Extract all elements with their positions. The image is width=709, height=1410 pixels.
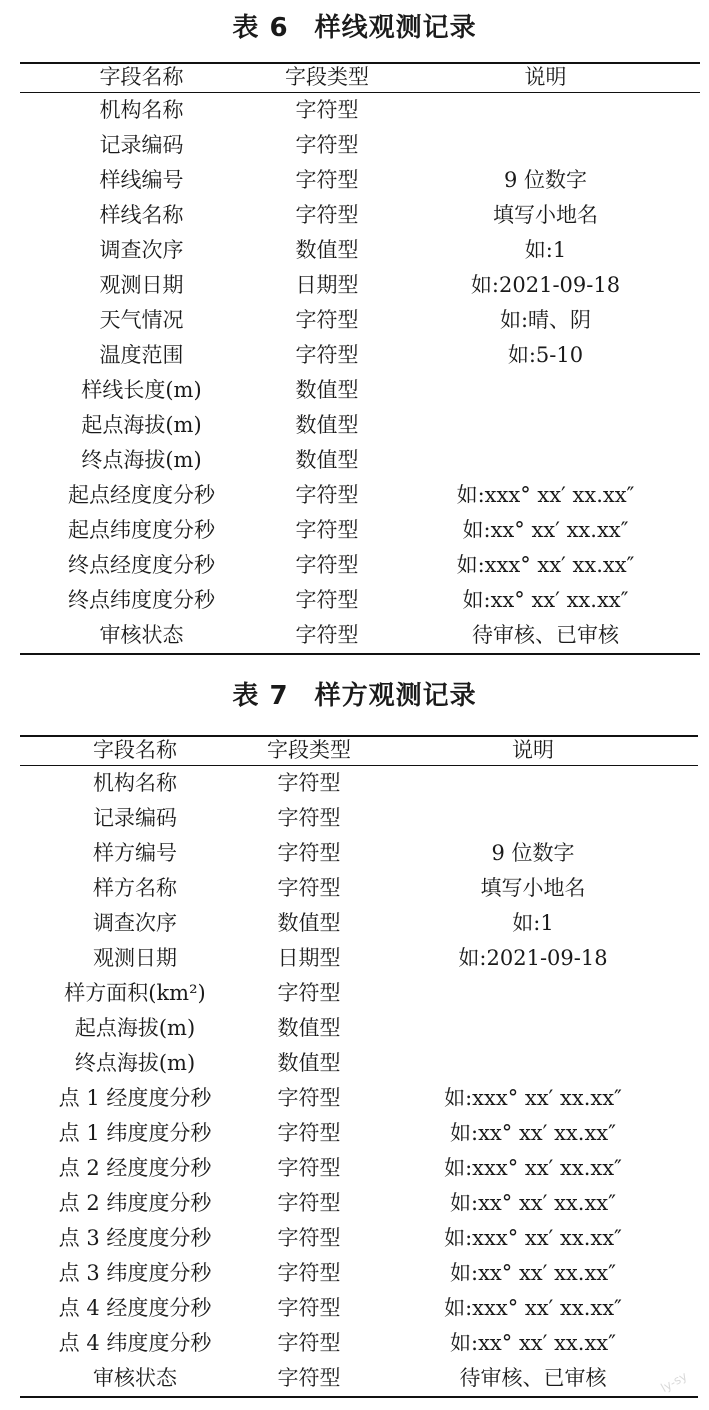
description-cell: 如:xx° xx′ xx.xx″ [462, 517, 629, 542]
description-cell: 填写小地名 [493, 202, 598, 227]
table-6-title-text: 样线观测记录 [314, 13, 477, 43]
table-row [20, 1256, 698, 1291]
description-cell: 如:xxx° xx′ xx.xx″ [444, 1295, 622, 1320]
description-cell: 如:xxx° xx′ xx.xx″ [456, 552, 635, 577]
table-row [20, 1221, 698, 1256]
description-cell: 如:2021-09-18 [470, 272, 621, 297]
field-type-cell: 字符型 [277, 1085, 341, 1110]
table-row [20, 1116, 698, 1151]
field-type-cell: 字符型 [277, 840, 341, 865]
field-type-cell: 数值型 [295, 237, 359, 262]
field-name-cell: 起点海拔(m) [81, 412, 202, 437]
description-cell: 9 位数字 [503, 167, 588, 192]
field-type-cell: 数值型 [295, 377, 359, 402]
description-cell [368, 1046, 698, 1081]
table-row [20, 408, 700, 443]
field-name-cell: 样线编号 [99, 167, 184, 192]
field-type-cell: 字符型 [250, 1361, 368, 1397]
column-header-field-type: 字段类型 [263, 63, 391, 92]
table-row [20, 583, 700, 618]
column-header-description: 说明 [391, 63, 700, 92]
description-cell [368, 801, 698, 836]
description-cell: 如:xxx° xx′ xx.xx″ [444, 1225, 622, 1250]
description-cell: 待审核、已审核 [391, 618, 700, 654]
table-row [20, 765, 698, 801]
field-name-cell: 观测日期 [93, 945, 177, 970]
field-name-cell: 调查次序 [99, 237, 184, 262]
field-name-cell: 点 1 经度度分秒 [58, 1085, 212, 1110]
description-cell: 如:xxx° xx′ xx.xx″ [444, 1085, 622, 1110]
field-name-cell: 终点海拔(m) [74, 1050, 196, 1075]
field-name-cell: 点 4 纬度度分秒 [58, 1330, 212, 1355]
description-cell: 待审核、已审核 [368, 1361, 698, 1397]
table-row [20, 373, 700, 408]
field-type-cell: 日期型 [295, 272, 359, 297]
table-6-title [0, 8, 709, 48]
field-name-cell: 点 2 经度度分秒 [58, 1155, 212, 1180]
table-row [20, 128, 700, 163]
table-row [20, 478, 700, 513]
table-row [20, 1011, 698, 1046]
table-7-label: 表 7 [232, 681, 289, 711]
field-name-cell: 机构名称 [99, 97, 184, 122]
description-cell: 如:xx° xx′ xx.xx″ [450, 1260, 616, 1285]
table-row [20, 836, 698, 871]
table-row [20, 941, 698, 976]
field-name-cell: 终点经度度分秒 [68, 552, 215, 577]
field-name-cell: 点 3 纬度度分秒 [58, 1260, 212, 1285]
description-cell [368, 1011, 698, 1046]
field-type-cell: 字符型 [277, 1190, 341, 1215]
column-header-field-type: 字段类型 [250, 736, 368, 765]
field-name-cell: 记录编码 [93, 805, 177, 830]
table-7-body [20, 765, 698, 1397]
field-type-cell: 字符型 [277, 1225, 341, 1250]
field-name-cell: 起点海拔(m) [74, 1015, 196, 1040]
field-type-cell: 字符型 [277, 875, 341, 900]
field-name-cell: 观测日期 [99, 272, 184, 297]
table-6-body [20, 92, 700, 654]
field-name-cell: 样线长度(m) [81, 377, 202, 402]
description-cell: 如:xx° xx′ xx.xx″ [462, 587, 629, 612]
field-type-cell: 字符型 [295, 202, 359, 227]
table-row [20, 1186, 698, 1221]
description-cell: 如:5-10 [507, 342, 584, 367]
field-type-cell: 字符型 [295, 132, 359, 157]
field-type-cell: 字符型 [295, 482, 359, 507]
field-type-cell: 数值型 [277, 910, 341, 935]
field-name-cell: 起点经度度分秒 [68, 482, 215, 507]
column-header-field-name: 字段名称 [20, 736, 250, 765]
field-name-cell: 调查次序 [93, 910, 177, 935]
field-name-cell: 审核状态 [20, 1361, 250, 1397]
field-name-cell: 样方编号 [93, 840, 177, 865]
table-row [20, 338, 700, 373]
field-name-cell: 终点纬度度分秒 [68, 587, 215, 612]
table-row [20, 618, 700, 654]
field-type-cell: 字符型 [277, 805, 341, 830]
table-row [20, 1151, 698, 1186]
description-cell: 如:晴、阴 [499, 307, 592, 332]
field-type-cell: 字符型 [295, 97, 359, 122]
field-type-cell: 字符型 [263, 618, 391, 654]
table-row [20, 1081, 698, 1116]
description-cell: 如:1 [512, 910, 554, 935]
field-name-cell: 点 1 纬度度分秒 [58, 1120, 212, 1145]
table-row [20, 268, 700, 303]
description-cell: 如:1 [524, 237, 567, 262]
transect-record-table [20, 62, 700, 655]
field-type-cell: 字符型 [295, 552, 359, 577]
field-name-cell: 样方面积(km²) [64, 980, 206, 1005]
field-type-cell: 字符型 [295, 587, 359, 612]
column-header-field-name: 字段名称 [20, 63, 263, 92]
field-type-cell: 字符型 [277, 1330, 341, 1355]
field-type-cell: 数值型 [277, 1050, 341, 1075]
field-name-cell: 温度范围 [99, 342, 184, 367]
field-name-cell: 审核状态 [20, 618, 263, 654]
table-row [20, 92, 700, 128]
field-type-cell: 字符型 [295, 342, 359, 367]
table-header-row [20, 63, 700, 92]
description-cell: 如:xxx° xx′ xx.xx″ [444, 1155, 622, 1180]
field-type-cell: 字符型 [277, 1120, 341, 1145]
field-type-cell: 字符型 [277, 1295, 341, 1320]
field-type-cell: 字符型 [277, 1260, 341, 1285]
field-name-cell: 样方名称 [93, 875, 177, 900]
description-cell [391, 128, 700, 163]
table-row [20, 1326, 698, 1361]
description-cell: 9 位数字 [491, 840, 575, 865]
field-type-cell: 字符型 [277, 770, 341, 795]
field-type-cell: 日期型 [277, 945, 341, 970]
description-cell [368, 765, 698, 801]
field-type-cell: 字符型 [277, 1155, 341, 1180]
description-cell: 如:xxx° xx′ xx.xx″ [456, 482, 635, 507]
field-name-cell: 机构名称 [93, 770, 177, 795]
field-name-cell: 点 2 纬度度分秒 [58, 1190, 212, 1215]
field-name-cell: 点 3 经度度分秒 [58, 1225, 212, 1250]
field-type-cell: 数值型 [295, 447, 359, 472]
field-type-cell: 数值型 [295, 412, 359, 437]
table-row [20, 801, 698, 836]
field-type-cell: 字符型 [295, 307, 359, 332]
description-cell: 如:xx° xx′ xx.xx″ [450, 1190, 616, 1215]
description-cell: 如:xx° xx′ xx.xx″ [450, 1330, 616, 1355]
description-cell [391, 443, 700, 478]
watermark: ly-sy [658, 1368, 690, 1396]
field-name-cell: 记录编码 [99, 132, 184, 157]
description-cell: 如:2021-09-18 [458, 945, 608, 970]
table-7-title-text: 样方观测记录 [314, 681, 477, 711]
field-name-cell: 终点海拔(m) [81, 447, 202, 472]
table-header-row [20, 736, 698, 765]
description-cell [368, 976, 698, 1011]
table-row [20, 513, 700, 548]
field-type-cell: 字符型 [295, 517, 359, 542]
table-row [20, 906, 698, 941]
field-type-cell: 字符型 [295, 167, 359, 192]
table-row [20, 233, 700, 268]
table-row [20, 1291, 698, 1326]
table-6-label: 表 6 [232, 13, 289, 43]
field-name-cell: 样线名称 [99, 202, 184, 227]
description-cell [391, 92, 700, 128]
field-name-cell: 天气情况 [99, 307, 184, 332]
table-row [20, 443, 700, 478]
table-row [20, 198, 700, 233]
table-row [20, 976, 698, 1011]
quadrat-record-table [20, 735, 698, 1398]
description-cell: 填写小地名 [480, 875, 586, 900]
description-cell: 如:xx° xx′ xx.xx″ [450, 1120, 616, 1145]
table-row [20, 871, 698, 906]
table-row [20, 1361, 698, 1397]
table-row [20, 163, 700, 198]
field-name-cell: 点 4 经度度分秒 [58, 1295, 212, 1320]
table-row [20, 303, 700, 338]
table-row [20, 548, 700, 583]
table-7-title [0, 676, 709, 716]
description-cell [391, 373, 700, 408]
field-type-cell: 数值型 [277, 1015, 341, 1040]
field-type-cell: 字符型 [277, 980, 341, 1005]
table-row [20, 1046, 698, 1081]
field-name-cell: 起点纬度度分秒 [68, 517, 215, 542]
description-cell [391, 408, 700, 443]
column-header-description: 说明 [368, 736, 698, 765]
